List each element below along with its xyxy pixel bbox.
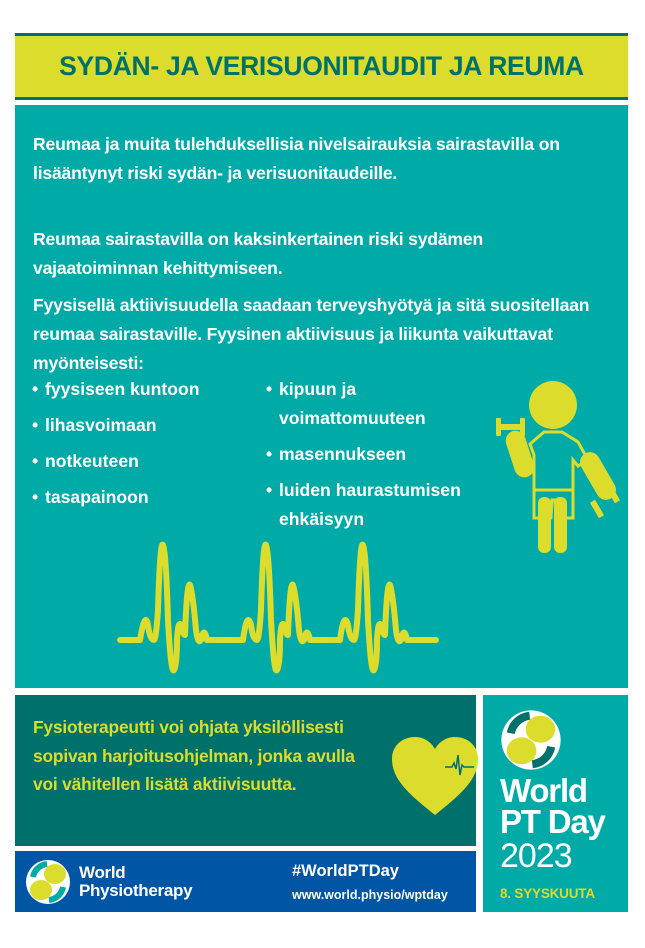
paragraph-risk: Reumaa ja muita tulehduksellisia nivelsairauksia sairastavilla on lisääntynyt riski sydän- ja verisuonitaudeille.: [33, 134, 560, 183]
list-item: • kipuun ja voimattomuuteen: [266, 379, 426, 428]
hashtag: #WorldPTDay: [292, 862, 399, 880]
heart-ecg-icon: [390, 735, 480, 817]
world-pt-day-logo-icon: [500, 709, 562, 771]
organization-name: World Physiotherapy: [79, 863, 193, 900]
page-title: SYDÄN- JA VERISUONITAUDIT JA REUMA: [59, 51, 584, 81]
benefits-list-right: [266, 375, 516, 541]
list-item: • tasapainoon: [32, 487, 149, 507]
callout-text: Fysioterapeutti voi ohjata yksilöllisesti sopivan harjoitusohjelman, jonka avulla voi vähitellen lisätä aktiivisuutta.: [33, 717, 355, 794]
event-date: 8. SYYSKUUTA: [500, 886, 595, 901]
physio-guidance-callout: [15, 695, 476, 846]
website-link[interactable]: www.world.physio/wptday: [292, 888, 448, 902]
ecg-heartbeat-icon: [110, 540, 550, 680]
list-item: • fyysiseen kuntoon: [32, 379, 200, 399]
paragraph-activity: Fyysisellä aktiivisuudella saadaan terveyshyötyä ja sitä suositellaan reumaa sairastaville. Fyysinen aktiivisuus ja liikunta vaikuttavat myönteisesti:: [33, 295, 590, 373]
organization-footer: [15, 851, 476, 912]
event-name: World PT Day: [500, 772, 605, 840]
list-item: • lihasvoimaan: [32, 415, 157, 435]
list-item: • masennukseen: [266, 444, 407, 464]
event-year: 2023: [500, 837, 572, 875]
list-item: • luiden haurastumisen ehkäisyyn: [266, 480, 461, 529]
main-info-panel: [15, 105, 628, 688]
title-banner: [15, 33, 628, 100]
world-physiotherapy-logo-icon: [25, 859, 71, 905]
world-pt-day-badge: [483, 695, 628, 912]
list-item: • notkeuteen: [32, 451, 139, 471]
paragraph-heart-failure: Reumaa sairastavilla on kaksinkertainen riski sydämen vajaatoiminnan kehittymiseen.: [33, 229, 484, 278]
benefits-list-left: [32, 375, 252, 519]
person-with-dumbbells-icon: [490, 380, 620, 555]
